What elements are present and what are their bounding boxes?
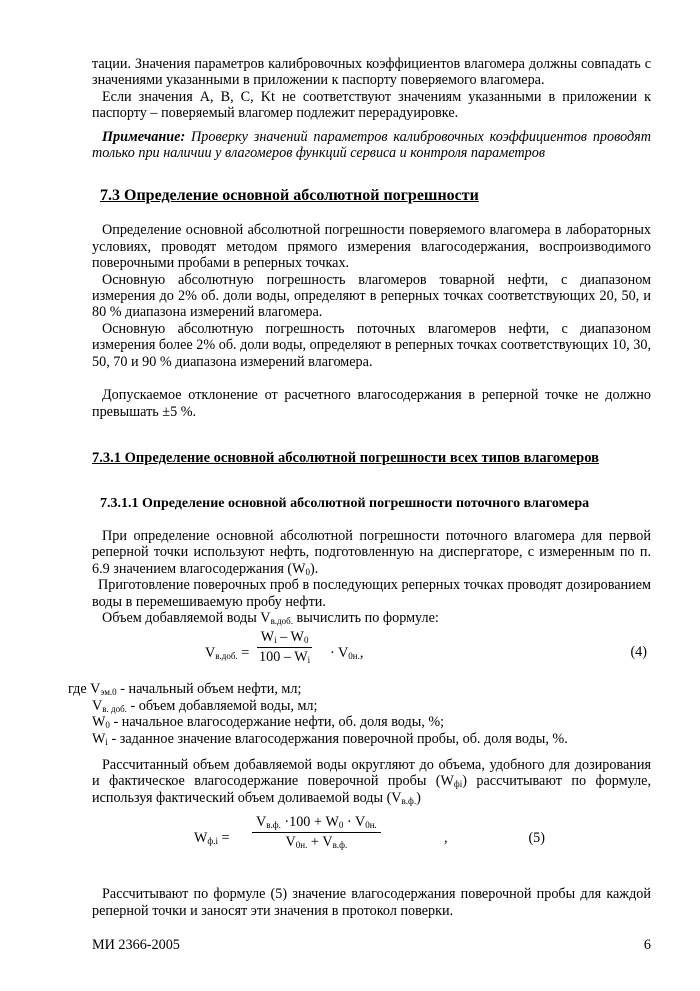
equation-number: (5) <box>528 830 545 847</box>
paragraph: Приготовление поверочных проб в последующих реперных точках проводят дозированием воды в перемешиваемую пробу нефти. <box>92 577 651 610</box>
formula-fraction: $\frac{W_i - W_0}{100 - W_i}$ <box>255 629 314 665</box>
definition-item: $W_i$ - заданное значение влагосодержания поверочной пробы, об. доля воды, %. <box>92 730 568 747</box>
paragraph: Определение основной абсолютной погрешности поверяемого влагомера в лабораторных условиях, проводят методом прямого измерения влагосодержания, воспроизводимого поверочными пробами в реперных точках. <box>92 222 651 272</box>
formula-4 <box>92 626 651 678</box>
paragraph: Объем добавляемой воды $V_{в.доб.}$ вычислить по формуле: <box>102 609 439 626</box>
formula-lhs: $V_{в.доб.}$ = <box>205 645 250 662</box>
equation-number: (4) <box>630 644 647 661</box>
document-code: МИ 2366-2005 <box>92 937 180 953</box>
formula-5 <box>92 810 651 866</box>
paragraph: Основную абсолютную погрешность влагомеров товарной нефти, с диапазоном измерения до 2% об. доли воды, определяют в реперных точках соответствующих 20, 50, и 80 % диапазона измерений влагомера. <box>92 271 651 321</box>
formula-tail: · $V_{0н.}$, <box>330 645 364 662</box>
note-text: Проверку значений параметров калибровочных коэффициентов проводят только при наличии у влагомеров функций сервиса и контроля параметров <box>92 128 651 162</box>
variable-definitions <box>68 681 651 747</box>
definition-item: $V_{в. доб.}$ - объем добавляемой воды, мл; <box>92 697 318 714</box>
section-heading: 7.3 Определение основной абсолютной погрешности <box>100 187 479 205</box>
subsubsection-heading: 7.3.1.1 Определение основной абсолютной погрешности поточного влагомера <box>100 495 590 511</box>
paragraph: Основную абсолютную погрешность поточных влагомеров нефти, с диапазоном измерения более 2% об. доли воды, определяют в реперных точках соответствующих 10, 30, 50, 70 и 90 % диапазона измерений влагомера. <box>92 320 652 370</box>
paragraph: тации. Значения параметров калибровочных коэффициентов влагомера должны совпадать с значениями указанными в приложении к паспорту поверяемого влагомера. <box>92 56 651 89</box>
paragraph: При определение основной абсолютной погрешности поточного влагомера для первой реперной точки используют нефть, подготовленную на диспергаторе, с измеренным по п. 6.9 значением влагосодержания $(W_0)$. <box>92 527 651 577</box>
paragraph: Рассчитанный объем добавляемой воды округляют до объема, удобного для дозирования и фактическое влагосодержание поверочной пробы $(W_{фi})$ рассчитывают по формуле, используя фактический объем доливаемой воды $(V_{в.ф.})$ <box>92 756 652 806</box>
subsection-heading: 7.3.1 Определение основной абсолютной погрешности всех типов влагомеров <box>92 449 599 466</box>
paragraph: Если значения A, B, C, Kt не соответствуют значениям указанными в приложении к паспорту – поверяемый влагомер подлежит перерадуировке. <box>92 88 651 122</box>
paragraph: Рассчитывают по формуле (5) значение влагосодержания поверочной пробы для каждой реперной точки и заносят эти значения в протокол поверки. <box>92 886 651 919</box>
definition-item: где $V_{эм.0}$ - начальный объем нефти, мл; <box>68 681 302 698</box>
paragraph: Допускаемое отклонение от расчетного влагосодержания в реперной точке не должно превышать ±5 %. <box>92 387 651 420</box>
formula-lhs: $W_{ф.i}$ = <box>194 830 230 847</box>
formula-fraction: $V_{в.ф.} \cdot 100 + W_0 \cdot V_{0н.}$ $V_{0н.} + V_{в.ф.}$ <box>252 814 381 850</box>
note-paragraph <box>92 129 651 162</box>
definition-item: $W_0$ - начальное влагосодержание нефти, об. доля воды, %; <box>92 714 445 731</box>
note-label: Примечание: <box>102 128 186 145</box>
formula-tail: , <box>444 830 448 847</box>
page-number: 6 <box>643 937 651 953</box>
document-body <box>68 56 652 919</box>
